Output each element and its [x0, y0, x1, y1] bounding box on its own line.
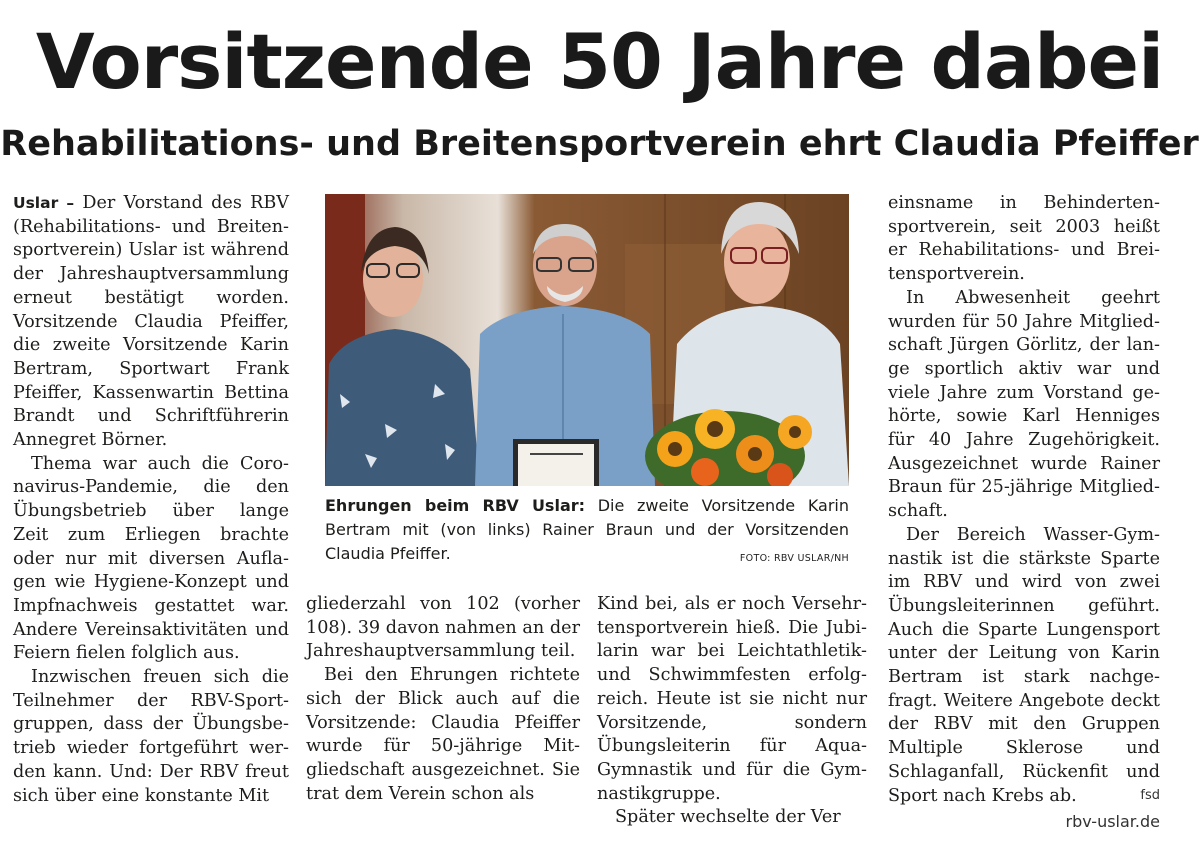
paragraph: Kind bei, als er noch Versehrtensportverein hieß. Die Jubilarin war bei Leichtathletik- und Schwimmfesten erfolgreich. Heute ist sie nicht nur Vorsitzende, sondern Übungsleiterin für Aqua-Gymnastik und für die Gymnastikgruppe. — [597, 594, 867, 804]
paragraph — [13, 192, 289, 453]
article-column-4 — [888, 192, 1160, 808]
paragraph: Inzwischen freuen sich die Teilnehmer der RBV-Sportgruppen, dass der Übungsbetrieb wieder fortgeführt werden kann. Und: Der RBV freut sich über eine konstante Mit — [13, 667, 289, 806]
paragraph-text: Der Vorstand des RBV (Rehabilitations- und Breitensportverein) Uslar ist während der Jahreshauptversammlung erneut bestätigt worden. Vorsitzende Claudia Pfeiffer, die zweite Vorsitzende Karin Bertram, Sportwart Frank Pfeiffer, Kassenwartin Bettina Brandt und Schriftführerin Annegret Börner. — [13, 193, 290, 451]
caption-text: Die zweite Vorsitzende Karin Bertram mit (von links) Rainer Braun und der Vorsitzenden Claudia Pfeiffer. — [325, 496, 849, 563]
author-initials: fsd — [1140, 788, 1160, 803]
dateline: Uslar – — [13, 194, 75, 212]
paragraph: gliederzahl von 102 (vorher 108). 39 davon nahmen an der Jahreshauptversammlung teil. — [306, 594, 580, 662]
photo-credit: FOTO: RBV USLAR/NH — [739, 553, 849, 564]
paragraph: Bei den Ehrungen richtete sich der Blick auch auf die Vorsitzende: Claudia Pfeiffer wurde für 50-jährige Mitgliedschaft ausgezeichnet. Sie trat dem Verein schon als — [306, 665, 580, 804]
article-column-2 — [306, 593, 580, 806]
website-link[interactable]: rbv-uslar.de — [1065, 812, 1160, 831]
article-column-3 — [597, 593, 867, 830]
paragraph: Thema war auch die Coronavirus-Pandemie, die den Übungsbetrieb über lange Zeit zum Erliegen brachte oder nur mit diversen Auflagen wie Hygiene-Konzept und Impfnachweis gestattet war. Andere Vereinsaktivitäten und Feiern fielen folglich aus. — [13, 453, 289, 664]
paragraph: Der Bereich Wasser-Gymnastik ist die stärkste Sparte im RBV und wird von zwei Übungsleiterinnen geführt. Auch die Sparte Lungensport unter der Leitung von Karin Bertram ist stark nachgefragt. Weitere Angebote deckt der RBV mit den Gruppen Multiple Sklerose und Schlaganfall, Rückenfit und Sport nach Krebs ab. — [888, 524, 1160, 806]
photo-illustration — [325, 194, 849, 486]
paragraph: einsname in Behindertensportverein, seit 2003 heißt er Rehabilitations- und Breitensportverein. — [888, 193, 1160, 285]
headline: Vorsitzende 50 Jahre dabei — [35, 17, 1164, 106]
subheadline: Rehabilitations- und Breitensportverein ehrt Claudia Pfeiffer — [0, 124, 1199, 164]
caption-lead: Ehrungen beim RBV Uslar: — [325, 496, 586, 515]
paragraph: Später wechselte der Ver — [615, 807, 841, 828]
paragraph: In Abwesenheit geehrt wurden für 50 Jahre Mitgliedschaft Jürgen Görlitz, der lange sportlich aktiv war und viele Jahre zum Vorstand gehörte, sowie Karl Henniges für 40 Jahre Zugehörigkeit. Ausgezeichnet wurde Rainer Braun für 25-jährige Mitgliedschaft. — [888, 287, 1160, 522]
article-photo — [325, 194, 849, 486]
article-column-1 — [13, 192, 289, 808]
